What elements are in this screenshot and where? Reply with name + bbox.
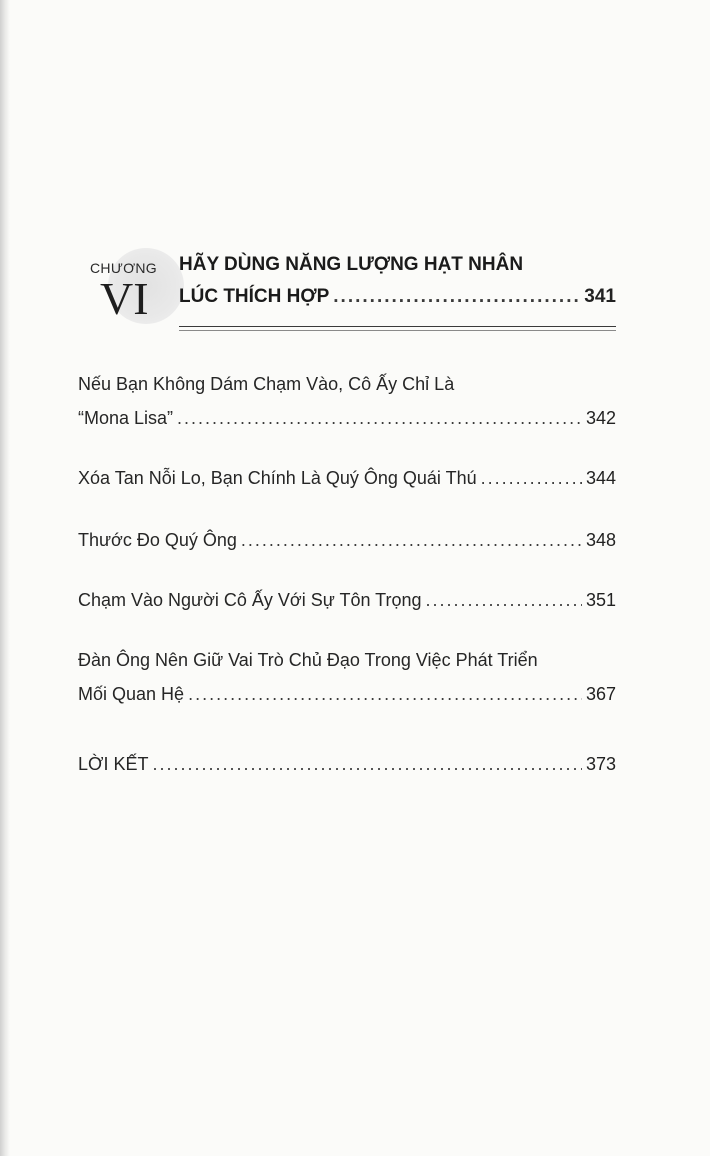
toc-entry bbox=[78, 374, 616, 442]
toc-entry-title-continued: Mối Quan Hệ bbox=[78, 684, 185, 704]
toc-entry-page: 351 bbox=[585, 590, 616, 610]
dot-leader bbox=[426, 590, 582, 611]
toc-entry bbox=[78, 590, 616, 624]
toc-entry-title: Xóa Tan Nỗi Lo, Bạn Chính Là Quý Ông Quái Thú bbox=[78, 468, 477, 488]
chapter-title-line1: HÃY DÙNG NĂNG LƯỢNG HẠT NHÂN bbox=[179, 254, 524, 275]
chapter-divider-line bbox=[179, 326, 616, 327]
toc-entry-line bbox=[78, 684, 616, 718]
toc-entry-line bbox=[78, 408, 616, 442]
toc-entry-page: 373 bbox=[585, 754, 616, 774]
dot-leader bbox=[333, 286, 580, 308]
toc-entry-page: 344 bbox=[585, 468, 616, 488]
chapter-divider-line-thin bbox=[179, 330, 616, 331]
toc-entry-line bbox=[78, 754, 616, 788]
dot-leader bbox=[177, 408, 582, 429]
toc-entry-title: Nếu Bạn Không Dám Chạm Vào, Cô Ấy Chỉ Là bbox=[78, 374, 455, 394]
toc-entry-line bbox=[78, 650, 616, 684]
toc-entry-title: Chạm Vào Người Cô Ấy Với Sự Tôn Trọng bbox=[78, 590, 422, 610]
toc-entry bbox=[78, 468, 616, 502]
dot-leader bbox=[188, 684, 582, 705]
dot-leader bbox=[481, 468, 582, 489]
toc-entry-title: LỜI KẾT bbox=[78, 754, 149, 774]
page-left-edge-shadow bbox=[0, 0, 10, 1156]
toc-entry-page: 342 bbox=[585, 408, 616, 428]
dot-leader bbox=[152, 754, 582, 775]
chapter-number: VI bbox=[100, 273, 149, 324]
toc-entry-title: Thước Đo Quý Ông bbox=[78, 530, 237, 550]
toc-entry-page: 348 bbox=[585, 530, 616, 550]
toc-entry-line bbox=[78, 374, 616, 408]
chapter-label: CHƯƠNG bbox=[90, 260, 157, 276]
toc-entry-page: 367 bbox=[585, 684, 616, 704]
toc-entry-title: Đàn Ông Nên Giữ Vai Trò Chủ Đạo Trong Việc Phát Triển bbox=[78, 650, 538, 670]
dot-leader bbox=[241, 530, 582, 551]
toc-entry bbox=[78, 530, 616, 564]
toc-entry-title-continued: “Mona Lisa” bbox=[78, 408, 174, 428]
chapter-heading bbox=[80, 248, 616, 332]
chapter-page-number: 341 bbox=[584, 286, 616, 307]
toc-entry-conclusion bbox=[78, 754, 616, 788]
toc-entry-line bbox=[78, 530, 616, 564]
toc-entry bbox=[78, 650, 616, 718]
toc-entry-line bbox=[78, 590, 616, 624]
chapter-title-line2-row bbox=[179, 286, 616, 308]
toc-entry-line bbox=[78, 468, 616, 502]
chapter-title-line2: LÚC THÍCH HỢP bbox=[179, 286, 330, 307]
